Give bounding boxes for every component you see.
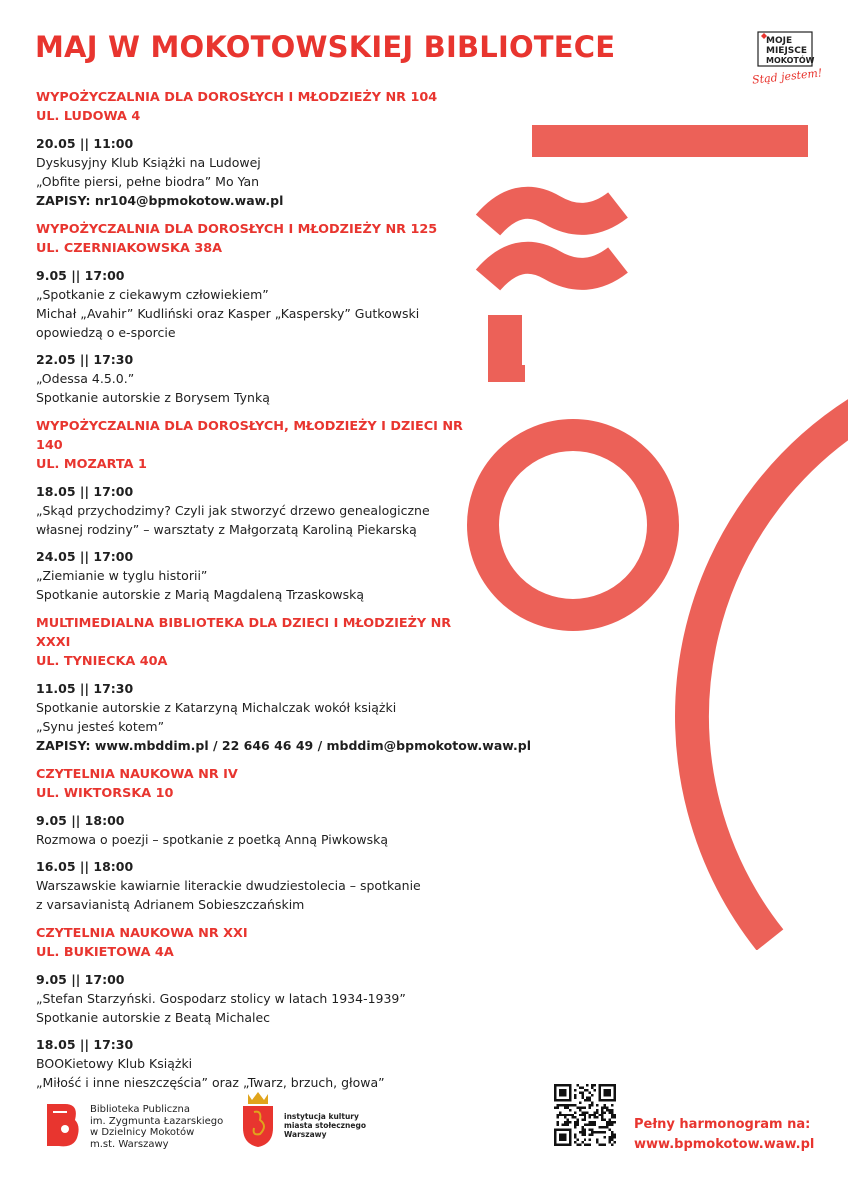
page-title: MAJ W MOKOTOWSKIEJ BIBLIOTECE xyxy=(35,30,616,64)
event-date: 9.05 || 17:00 xyxy=(36,268,125,283)
section-address: UL. TYNIECKA 40A xyxy=(36,654,168,669)
section-address: UL. BUKIETOWA 4A xyxy=(36,945,174,960)
event-signup[interactable]: ZAPISY: www.mbddim.pl / 22 646 46 49 / mbddim@bpmokotow.waw.pl xyxy=(36,738,532,753)
event-description: z varsavianistą Adrianem Sobieszczańskim xyxy=(36,897,305,912)
event-description: „Stefan Starzyński. Gospodarz stolicy w latach 1934-1939” xyxy=(36,991,406,1006)
library-b-logo-icon xyxy=(45,1102,81,1148)
event-item xyxy=(36,266,486,342)
event-date: 18.05 || 17:00 xyxy=(36,484,134,499)
moje-miejsce-mokotow-logo xyxy=(740,30,823,90)
decorative-numeral-graphic xyxy=(440,110,848,950)
event-description: Rozmowa o poezji – spotkanie z poetką Anną Piwkowską xyxy=(36,832,388,847)
full-schedule-link[interactable]: www.bpmokotow.waw.pl xyxy=(634,1137,815,1152)
event-date: 18.05 || 17:30 xyxy=(36,1037,134,1052)
event-description: „Skąd przychodzimy? Czyli jak stworzyć drzewo genealogiczne xyxy=(36,503,430,518)
event-description: „Synu jesteś kotem” xyxy=(36,719,165,734)
library-section xyxy=(36,614,532,755)
event-item xyxy=(36,482,486,539)
section-title: WYPOŻYCZALNIA DLA DOROSŁYCH, MŁODZIEŻY I DZIECI NR 140 xyxy=(36,419,463,453)
section-title: CZYTELNIA NAUKOWA NR XXI xyxy=(36,926,248,941)
events-list xyxy=(36,88,532,1102)
event-item xyxy=(36,970,486,1027)
library-name-line-2: im. Zygmunta Łazarskiego xyxy=(90,1115,224,1127)
event-description: „Obfite piersi, pełne biodra” Mo Yan xyxy=(36,174,260,189)
event-item xyxy=(36,679,532,755)
event-item xyxy=(36,547,486,604)
logo-line-2: MIEJSCE xyxy=(766,46,808,56)
event-date: 16.05 || 18:00 xyxy=(36,859,134,874)
section-address: UL. WIKTORSKA 10 xyxy=(36,786,174,801)
library-logo xyxy=(45,1102,225,1152)
event-item xyxy=(36,811,486,849)
section-title: MULTIMEDIALNA BIBLIOTEKA DLA DZIECI I MŁODZIEŻY NR XXXI xyxy=(36,616,452,650)
event-description: „Miłość i inne nieszczęścia” oraz „Twarz, brzuch, głowa” xyxy=(36,1075,385,1090)
section-title: WYPOŻYCZALNIA DLA DOROSŁYCH I MŁODZIEŻY NR 125 xyxy=(36,222,438,237)
event-item xyxy=(36,1035,486,1092)
event-date: 11.05 || 17:30 xyxy=(36,681,134,696)
full-schedule-label: Pełny harmonogram na: xyxy=(634,1117,811,1132)
qr-code[interactable] xyxy=(554,1084,616,1146)
city-line-3: Warszawy xyxy=(284,1130,327,1139)
event-signup[interactable]: ZAPISY: nr104@bpmokotow.waw.pl xyxy=(36,193,284,208)
event-date: 24.05 || 17:00 xyxy=(36,549,134,564)
event-item xyxy=(36,350,486,407)
section-address: UL. LUDOWA 4 xyxy=(36,109,141,124)
event-description: Michał „Avahir” Kudliński oraz Kasper „Kaspersky” Gutkowski xyxy=(36,306,420,321)
full-schedule xyxy=(634,1115,814,1155)
library-section xyxy=(36,88,486,210)
logo-line-3: MOKOTÓW xyxy=(766,56,815,65)
warsaw-culture-logo xyxy=(238,1090,368,1150)
event-date: 9.05 || 17:00 xyxy=(36,972,125,987)
city-line-1: instytucja kultury xyxy=(284,1112,359,1121)
event-date: 22.05 || 17:30 xyxy=(36,352,134,367)
library-section xyxy=(36,765,486,914)
event-description: Spotkanie autorskie z Beatą Michalec xyxy=(36,1010,271,1025)
section-title: CZYTELNIA NAUKOWA NR IV xyxy=(36,767,238,782)
event-item xyxy=(36,134,486,210)
event-description: BOOKietowy Klub Książki xyxy=(36,1056,193,1071)
event-description: „Ziemianie w tyglu historii” xyxy=(36,568,208,583)
library-section xyxy=(36,220,486,407)
event-description: Warszawskie kawiarnie literackie dwudziestolecia – spotkanie xyxy=(36,878,421,893)
library-name-line-1: Biblioteka Publiczna xyxy=(90,1104,190,1115)
logo-line-1: MOJE xyxy=(766,36,793,46)
library-name-line-3: w Dzielnicy Mokotów xyxy=(90,1127,195,1138)
event-description: Spotkanie autorskie z Marią Magdaleną Trzaskowską xyxy=(36,587,364,602)
warsaw-crest-icon xyxy=(238,1090,278,1148)
event-description: „Odessa 4.5.0.” xyxy=(36,371,135,386)
logo-tagline: Stąd jestem! xyxy=(751,66,823,87)
event-description: Spotkanie autorskie z Katarzyną Michalczak wokół książki xyxy=(36,700,397,715)
event-item xyxy=(36,857,486,914)
event-description: Dyskusyjny Klub Książki na Ludowej xyxy=(36,155,261,170)
event-description: Spotkanie autorskie z Borysem Tynką xyxy=(36,390,270,405)
library-section xyxy=(36,924,486,1092)
library-section xyxy=(36,417,486,604)
city-line-2: miasta stołecznego xyxy=(284,1121,366,1130)
section-address: UL. MOZARTA 1 xyxy=(36,457,147,472)
event-date: 20.05 || 11:00 xyxy=(36,136,134,151)
section-address: UL. CZERNIAKOWSKA 38A xyxy=(36,241,223,256)
event-description: opowiedzą o e-sporcie xyxy=(36,325,176,340)
library-name-line-4: m.st. Warszawy xyxy=(90,1138,169,1150)
event-date: 9.05 || 18:00 xyxy=(36,813,125,828)
section-title: WYPOŻYCZALNIA DLA DOROSŁYCH I MŁODZIEŻY NR 104 xyxy=(36,90,438,105)
event-description: własnej rodziny” – warsztaty z Małgorzatą Karoliną Piekarską xyxy=(36,522,417,537)
event-description: „Spotkanie z ciekawym człowiekiem” xyxy=(36,287,269,302)
